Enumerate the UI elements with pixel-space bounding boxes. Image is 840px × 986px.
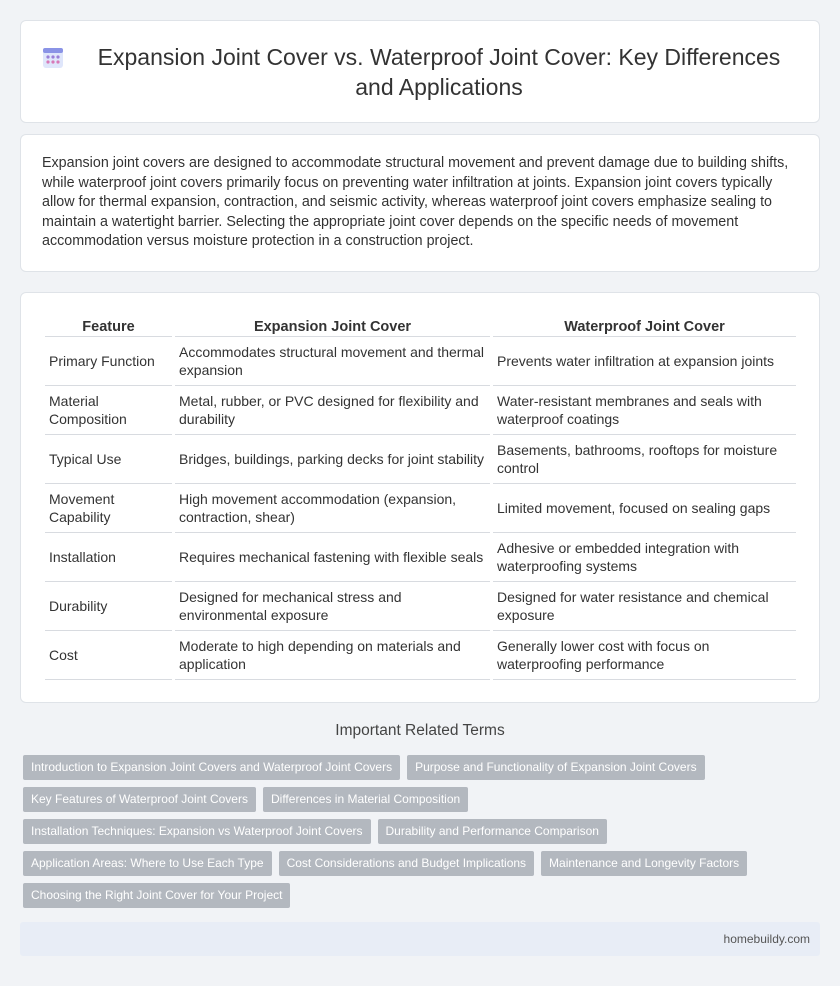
table-row [45,386,796,435]
expansion-cell: Metal, rubber, or PVC designed for flexibility and durability [175,386,490,435]
feature-cell: Installation [45,533,172,582]
header-feature: Feature [45,315,172,337]
waterproof-cell: Generally lower cost with focus on waterproofing performance [493,631,796,680]
waterproof-cell: Designed for water resistance and chemical exposure [493,582,796,631]
table-row [45,631,796,680]
footer-site-link[interactable]: homebuildy.com [723,932,810,946]
table-row [45,337,796,386]
waterproof-cell: Adhesive or embedded integration with waterproofing systems [493,533,796,582]
related-term-link[interactable]: Purpose and Functionality of Expansion Joint Covers [407,755,705,780]
table-row [45,582,796,631]
intro-paragraph: Expansion joint covers are designed to accommodate structural movement and prevent damage due to building shifts, while waterproof joint covers primarily focus on preventing water infiltration at joints. Expansion joint covers typically allow for thermal expansion, contraction, and seismic activity, whereas waterproof joint covers emphasize sealing to maintain a watertight barrier. Selecting the appropriate joint cover depends on the specific needs of movement accommodation versus moisture protection in a construction project. [42,155,789,249]
tag-row [23,755,823,780]
footer [20,922,820,956]
related-term-link[interactable]: Durability and Performance Comparison [378,819,607,844]
related-term-link[interactable]: Maintenance and Longevity Factors [541,851,747,876]
related-terms-list [23,755,823,915]
expansion-cell: Designed for mechanical stress and environmental exposure [175,582,490,631]
related-term-link[interactable]: Introduction to Expansion Joint Covers and Waterproof Joint Covers [23,755,400,780]
related-term-link[interactable]: Installation Techniques: Expansion vs Waterproof Joint Covers [23,819,371,844]
expansion-cell: Bridges, buildings, parking decks for joint stability [175,435,490,484]
waterproof-cell: Prevents water infiltration at expansion joints [493,337,796,386]
related-term-link[interactable]: Differences in Material Composition [263,787,468,812]
intro-card [20,134,820,272]
waterproof-cell: Water-resistant membranes and seals with waterproof coatings [493,386,796,435]
feature-cell: Movement Capability [45,484,172,533]
table-row [45,484,796,533]
feature-cell: Durability [45,582,172,631]
tag-row [23,851,823,876]
waterproof-cell: Limited movement, focused on sealing gaps [493,484,796,533]
expansion-cell: Moderate to high depending on materials and application [175,631,490,680]
tag-row [23,787,823,812]
table-row [45,435,796,484]
related-term-link[interactable]: Key Features of Waterproof Joint Covers [23,787,256,812]
comparison-table [42,315,799,680]
page-title: Expansion Joint Cover vs. Waterproof Joint Cover: Key Differences and Applications [97,43,781,100]
title-card [20,20,820,123]
related-term-link[interactable]: Choosing the Right Joint Cover for Your Project [23,883,290,908]
tag-row [23,819,823,844]
expansion-cell: Accommodates structural movement and thermal expansion [175,337,490,386]
related-terms-title: Important Related Terms [335,722,505,739]
document-grid-icon [41,46,65,70]
feature-cell: Cost [45,631,172,680]
table-header-row [45,315,796,337]
related-term-link[interactable]: Cost Considerations and Budget Implications [279,851,534,876]
header-expansion: Expansion Joint Cover [175,315,490,337]
expansion-cell: High movement accommodation (expansion, contraction, shear) [175,484,490,533]
table-row [45,533,796,582]
waterproof-cell: Basements, bathrooms, rooftops for moisture control [493,435,796,484]
feature-cell: Typical Use [45,435,172,484]
comparison-card [20,292,820,703]
expansion-cell: Requires mechanical fastening with flexible seals [175,533,490,582]
feature-cell: Material Composition [45,386,172,435]
header-waterproof: Waterproof Joint Cover [493,315,796,337]
related-term-link[interactable]: Application Areas: Where to Use Each Type [23,851,272,876]
feature-cell: Primary Function [45,337,172,386]
tag-row [23,883,823,908]
